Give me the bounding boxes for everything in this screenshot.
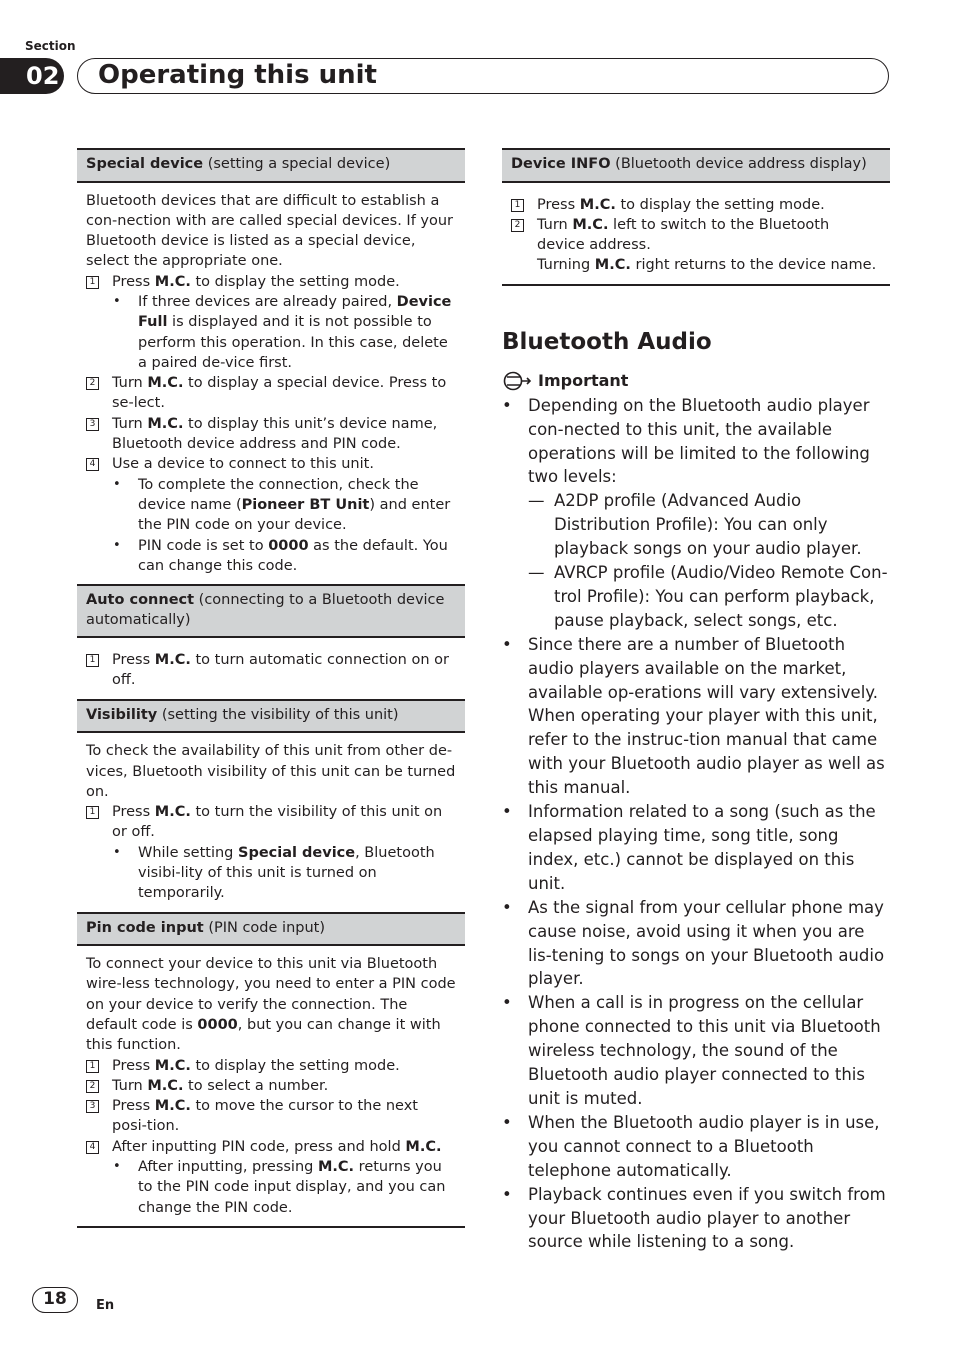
- section-heading: Bluetooth Audio: [502, 328, 712, 355]
- dash-item: — A2DP profile (Advanced Audio Distribution Profile): You can only playback songs on your audio player.: [528, 491, 862, 559]
- pin-code-header: Pin code input (PIN code input): [77, 912, 465, 947]
- sub-bullet: • While setting Special device, Bluetooth visibi-lity of this unit is turned on temporarily.: [113, 844, 435, 902]
- pin-code-intro: To connect your device to this unit via Bluetooth wire-less technology, you need to enter a PIN code on your device to verify the connection. The default code is 0000, but you can change it with this function.: [86, 956, 456, 1054]
- sub-bullet: • If three devices are already paired, Device Full is displayed and it is not possible to perform this operation. In this case, delete a paired de-vice first.: [113, 293, 452, 371]
- list-item: • When a call is in progress on the cellular phone connected to this unit via Bluetooth wireless technology, the sound of the Bluetooth audio player connected to this unit is muted.: [502, 993, 881, 1108]
- step-extra-line: Turning M.C. right returns to the device name.: [537, 257, 877, 274]
- list-item: • When the Bluetooth audio player is in use, you cannot connect to a Bluetooth telephone automatically.: [502, 1112, 880, 1180]
- step-item: 1 Press M.C. to display the setting mode.: [86, 272, 456, 292]
- left-column: [77, 148, 465, 1228]
- section-number: 02: [0, 58, 64, 94]
- list-item: • Playback continues even if you switch from your Bluetooth audio player to another source while listening to a song.: [502, 1184, 886, 1252]
- list-item: • Information related to a song (such as the elapsed playing time, song title, song index, etc.) cannot be displayed on this unit.: [502, 802, 876, 893]
- special-device-header: Special device (setting a special device): [77, 148, 465, 183]
- sub-bullet: • After inputting, pressing M.C. returns you to the PIN code input display, and you can change the PIN code.: [113, 1159, 446, 1216]
- important-icon: [502, 371, 532, 391]
- sub-bullet: • PIN code is set to 0000 as the default. You can change this code.: [113, 537, 448, 574]
- step-item: 3 Turn M.C. to display this unit’s device name, Bluetooth device address and PIN code.: [86, 414, 456, 455]
- device-info-body: [502, 183, 890, 286]
- step-item: 4 After inputting PIN code, press and hold M.C.: [86, 1137, 456, 1157]
- special-device-intro: Bluetooth devices that are difficult to establish a con-nection with are called special devices. If your Bluetooth device is listed as a special device, select the appropriate one.: [86, 192, 454, 270]
- auto-connect-header: Auto connect (connecting to a Bluetooth device automatically): [77, 584, 465, 638]
- special-device-body: [77, 183, 465, 585]
- device-info-header: Device INFO (Bluetooth device address display): [502, 148, 890, 183]
- visibility-header: Visibility (setting the visibility of this unit): [77, 699, 465, 734]
- page-number: 18: [32, 1287, 78, 1313]
- right-column: [502, 148, 890, 1254]
- step-item: 4 Use a device to connect to this unit.: [86, 454, 456, 474]
- important-note: Important: [502, 371, 890, 391]
- dash-item: — AVRCP profile (Audio/Video Remote Con-trol Profile): You can perform playback, pause playback, select songs, etc.: [528, 563, 888, 630]
- page-title: Operating this unit: [77, 58, 889, 94]
- step-item: 3 Press M.C. to move the cursor to the next posi-tion.: [86, 1096, 456, 1137]
- step-item: 2 Turn M.C. left to switch to the Bluetooth device address.: [511, 215, 881, 256]
- visibility-intro: To check the availability of this unit from other de-vices, Bluetooth visibility of this unit can be turned on.: [86, 743, 456, 800]
- list-item: • Since there are a number of Bluetooth audio players available on the market, available op-erations will vary extensively. When operating your player with this unit, refer to the instruc-tion manual that came with your Bluetooth audio player as well as this manual.: [502, 634, 885, 798]
- step-item: 2 Turn M.C. to display a special device. Press to se-lect.: [86, 373, 456, 414]
- step-item: 1 Press M.C. to turn the visibility of this unit on or off.: [86, 802, 456, 843]
- sub-bullet: • To complete the connection, check the device name (Pioneer BT Unit) and enter the PIN code on your device.: [113, 476, 451, 534]
- step-item: 1 Press M.C. to display the setting mode.: [86, 1056, 456, 1076]
- visibility-body: [77, 733, 465, 911]
- pin-code-body: [77, 946, 465, 1228]
- section-label: Section: [25, 39, 76, 53]
- step-item: 1 Press M.C. to turn automatic connection on or off.: [86, 650, 456, 691]
- step-item: 2 Turn M.C. to select a number.: [86, 1076, 456, 1096]
- list-item: • Depending on the Bluetooth audio player con-nected to this unit, the available operations will be limited to the following two levels:: [502, 395, 870, 487]
- list-item: • As the signal from your cellular phone may cause noise, avoid using it when you are lis-tening to songs on your Bluetooth audio player.: [502, 897, 885, 989]
- important-list: [502, 394, 890, 1255]
- step-item: 1 Press M.C. to display the setting mode.: [511, 195, 881, 215]
- auto-connect-body: [77, 638, 465, 699]
- language-label: En: [96, 1298, 115, 1313]
